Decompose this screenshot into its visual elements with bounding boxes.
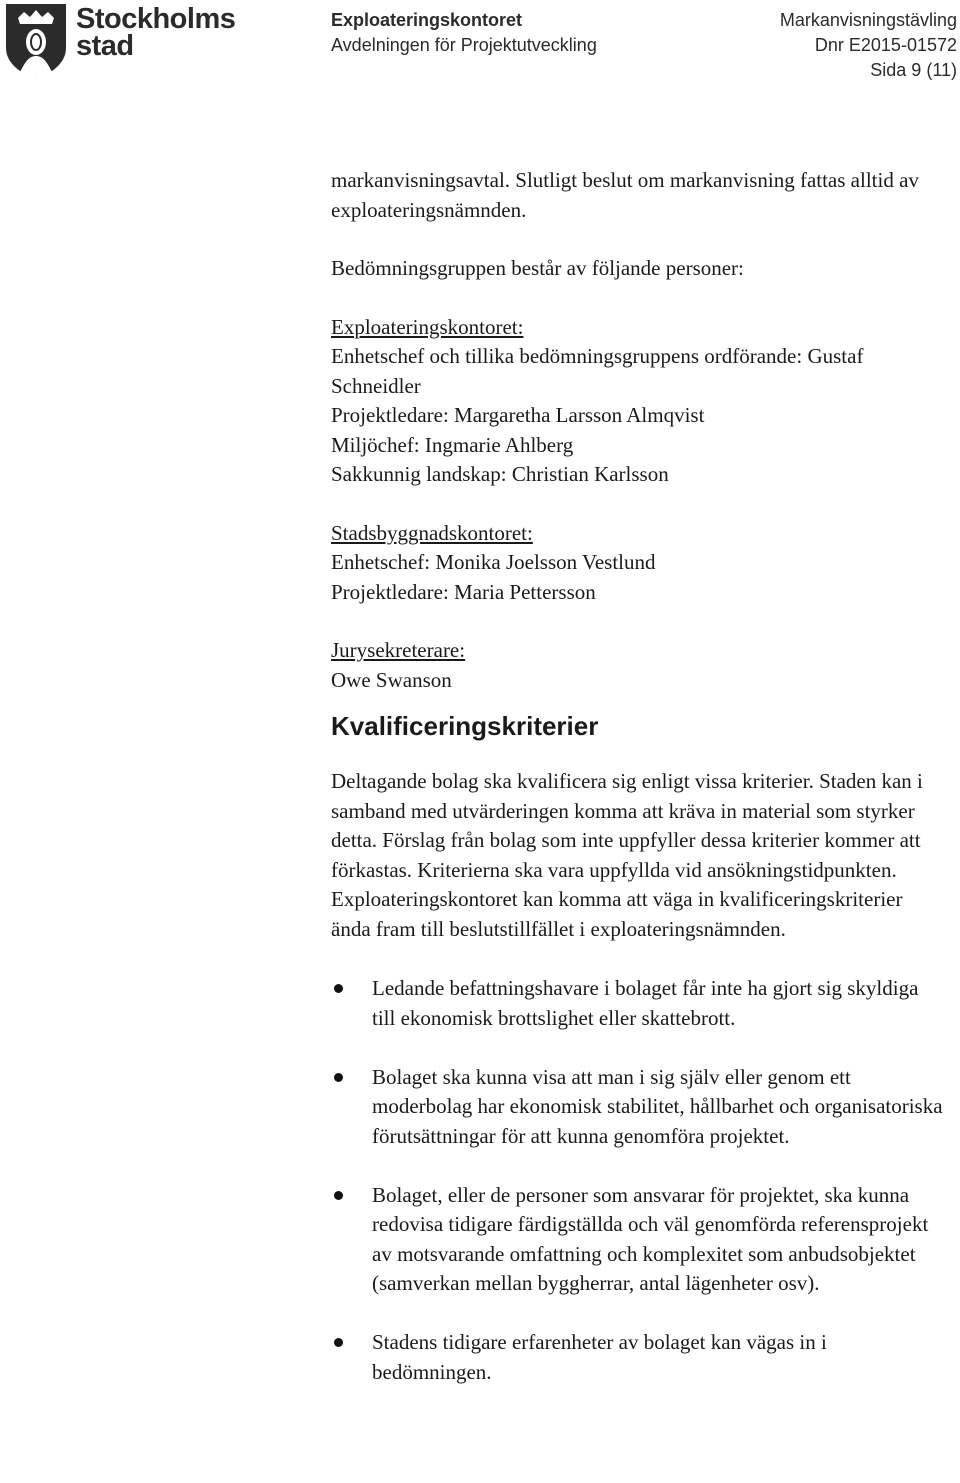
document-body bbox=[331, 166, 946, 1417]
list-item-text: Stadens tidigare erfarenheter av bolaget kan vägas in i bedömningen. bbox=[372, 1330, 827, 1384]
doc-number: Dnr E2015-01572 bbox=[814, 35, 957, 55]
logo-wordmark bbox=[76, 3, 236, 62]
header-left bbox=[331, 8, 597, 58]
group-intro: Bedömningsgruppen består av följande personer: bbox=[331, 256, 744, 280]
intro-paragraph: markanvisningsavtal. Slutligt beslut om markanvisning fattas alltid av exploateringsnämnden. bbox=[331, 168, 919, 222]
group-title: Exploateringskontoret: bbox=[331, 314, 524, 339]
list-item bbox=[331, 974, 946, 1033]
group-member: Projektledare: Margaretha Larsson Almqvist bbox=[331, 403, 705, 427]
org-name: Exploateringskontoret bbox=[331, 10, 523, 30]
logo-text-line1: Stockholms bbox=[76, 3, 236, 35]
section-paragraph: Deltagande bolag ska kvalificera sig enligt vissa kriterier. Staden kan i samband med utvärderingen komma att kräva in material som styrker detta. Förslag från bolag som inte uppfyller dessa kriterier kommer att förkastas. Kriterierna ska vara uppfyllda vid ansökningstidpunkten. Exploateringskontoret kan komma att väga in kvalificeringskriterier ända fram till beslutstillfället i exploateringsnämnden. bbox=[331, 769, 923, 941]
group-jurysekreterare bbox=[331, 636, 946, 695]
group-exploateringskontoret bbox=[331, 313, 946, 490]
group-member: Sakkunnig landskap: Christian Karlsson bbox=[331, 462, 669, 486]
group-member: Miljöchef: Ingmarie Ahlberg bbox=[331, 432, 574, 457]
list-item bbox=[331, 1063, 946, 1152]
bullet-icon bbox=[334, 1338, 343, 1347]
section-heading: Kvalificeringskriterier bbox=[331, 711, 599, 741]
department-name: Avdelningen för Projektutveckling bbox=[331, 35, 597, 55]
list-item-text: Bolaget ska kunna visa att man i sig själv eller genom ett moderbolag har ekonomisk stabilitet, hållbarhet och organisatoriska förutsättningar för att kunna genomföra projektet. bbox=[372, 1064, 943, 1148]
bullet-icon bbox=[334, 984, 343, 993]
page-header bbox=[0, 0, 960, 90]
group-title: Jurysekreterare: bbox=[331, 638, 466, 662]
bullet-icon bbox=[334, 1191, 343, 1200]
stockholm-crest-icon bbox=[4, 2, 68, 80]
group-member: Enhetschef: Monika Joelsson Vestlund bbox=[331, 550, 656, 574]
group-stadsbyggnadskontoret bbox=[331, 519, 946, 608]
group-member: Owe Swanson bbox=[331, 667, 452, 692]
header-right bbox=[780, 8, 957, 83]
group-member: Projektledare: Maria Pettersson bbox=[331, 579, 596, 604]
list-item-text: Ledande befattningshavare i bolaget får inte ha gjort sig skyldiga till ekonomisk brottslighet eller skattebrott. bbox=[372, 976, 919, 1030]
doc-type: Markanvisningstävling bbox=[779, 10, 957, 30]
bullet-icon bbox=[334, 1073, 343, 1082]
stockholms-stad-logo bbox=[4, 2, 236, 80]
group-member: Enhetschef och tillika bedömningsgruppens ordförande: Gustaf Schneidler bbox=[331, 344, 864, 398]
logo-text-line2: stad bbox=[76, 30, 134, 62]
list-item bbox=[331, 1328, 946, 1387]
list-item bbox=[331, 1181, 946, 1299]
criteria-list bbox=[331, 974, 946, 1387]
list-item-text: Bolaget, eller de personer som ansvarar för projektet, ska kunna redovisa tidigare färdigställda och väl genomförda referensprojekt av motsvarande omfattning och komplexitet som anbudsobjektet (samverkan mellan byggherrar, antal lägenheter osv). bbox=[372, 1182, 929, 1295]
page-number: Sida 9 (11) bbox=[870, 60, 957, 80]
group-title: Stadsbyggnadskontoret: bbox=[331, 520, 533, 545]
